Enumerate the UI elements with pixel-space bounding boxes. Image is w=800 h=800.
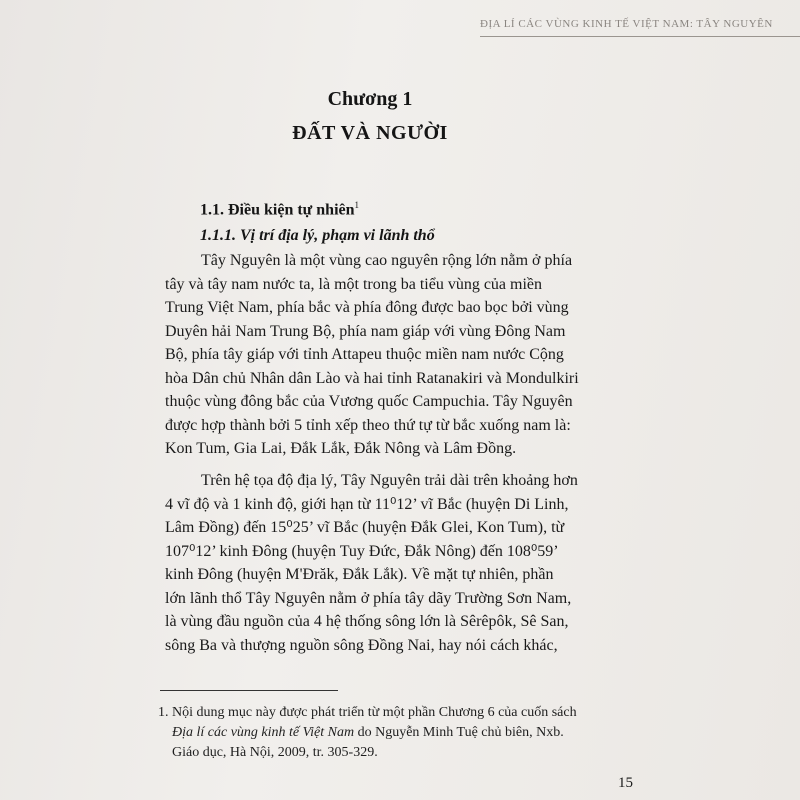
running-head: ĐỊA LÍ CÁC VÙNG KINH TẾ VIỆT NAM: TÂY NGUYÊN — [480, 18, 773, 30]
footnote-book-title: Địa lí các vùng kinh tế Việt Nam — [172, 725, 355, 740]
footnote-line: 1. Nội dung mục này được phát triển từ một phần Chương 6 của cuốn sách — [158, 705, 577, 720]
paragraph-2 — [165, 469, 665, 657]
section-heading-text: 1.1. Điều kiện tự nhiên — [200, 201, 355, 219]
paragraph-line: Trên hệ tọa độ địa lý, Tây Nguyên trải dài trên khoảng hơn — [201, 472, 578, 489]
paragraph-line: hòa Dân chủ Nhân dân Lào và hai tỉnh Ratanakiri và Mondulkiri — [165, 369, 579, 387]
footnote-line: Giáo dục, Hà Nội, 2009, tr. 305-329. — [172, 745, 378, 760]
paragraph-line: Tây Nguyên là một vùng cao nguyên rộng lớn nằm ở phía — [201, 252, 573, 269]
paragraph-1 — [165, 249, 665, 461]
page-number: 15 — [618, 775, 633, 791]
paragraph-line: kinh Đông (huyện M'Đrăk, Đắk Lắk). Về mặt tự nhiên, phần — [165, 566, 554, 583]
paragraph-line: tây và tây nam nước ta, là một trong ba tiểu vùng của miền — [165, 275, 543, 293]
footnote — [158, 703, 718, 763]
paragraph-line: 107⁰12’ kinh Đông (huyện Tuy Đức, Đắk Nông) đến 108⁰59’ — [165, 542, 559, 560]
chapter-title: ĐẤT VÀ NGƯỜI — [292, 122, 448, 144]
paragraph-line: được hợp thành bởi 5 tỉnh xếp theo thứ tự từ bắc xuống nam là: — [165, 416, 571, 434]
header-rule — [480, 36, 800, 37]
footnote-line — [158, 723, 718, 743]
footnote-rule — [160, 690, 338, 691]
paragraph-line: thuộc vùng đông bắc của Vương quốc Campuchia. Tây Nguyên — [165, 393, 573, 410]
chapter-number: Chương 1 — [327, 88, 413, 110]
subsection-heading: 1.1.1. Vị trí địa lý, phạm vi lãnh thổ — [200, 227, 435, 244]
paragraph-line: sông Ba và thượng nguồn sông Đồng Nai, hay nói cách khác, — [165, 636, 558, 654]
paragraph-line: Trung Việt Nam, phía bắc và phía đông được bao bọc bởi vùng — [165, 299, 569, 316]
paragraph-line: Kon Tum, Gia Lai, Đắk Lắk, Đắk Nông và Lâm Đồng. — [165, 440, 517, 457]
footnote-marker: 1 — [354, 200, 360, 210]
paragraph-line: Bộ, phía tây giáp với tỉnh Attapeu thuộc miền nam nước Cộng — [165, 346, 564, 363]
paragraph-line: Lâm Đồng) đến 15⁰25’ vĩ Bắc (huyện Đắk Glei, Kon Tum), từ — [165, 519, 565, 536]
paragraph-line: là vùng đầu nguồn của 4 hệ thống sông lớn là Sêrêpôk, Sê San, — [165, 613, 569, 630]
footnote-line-rest: do Nguyễn Minh Tuệ chủ biên, Nxb. — [354, 725, 564, 740]
section-heading — [200, 200, 359, 219]
paragraph-line: Duyên hải Nam Trung Bộ, phía nam giáp với vùng Đông Nam — [165, 322, 566, 340]
paragraph-line: 4 vĩ độ và 1 kinh độ, giới hạn từ 11⁰12’ vĩ Bắc (huyện Di Linh, — [165, 495, 569, 513]
paragraph-line: lớn lãnh thổ Tây Nguyên nằm ở phía tây dãy Trường Sơn Nam, — [165, 589, 572, 607]
